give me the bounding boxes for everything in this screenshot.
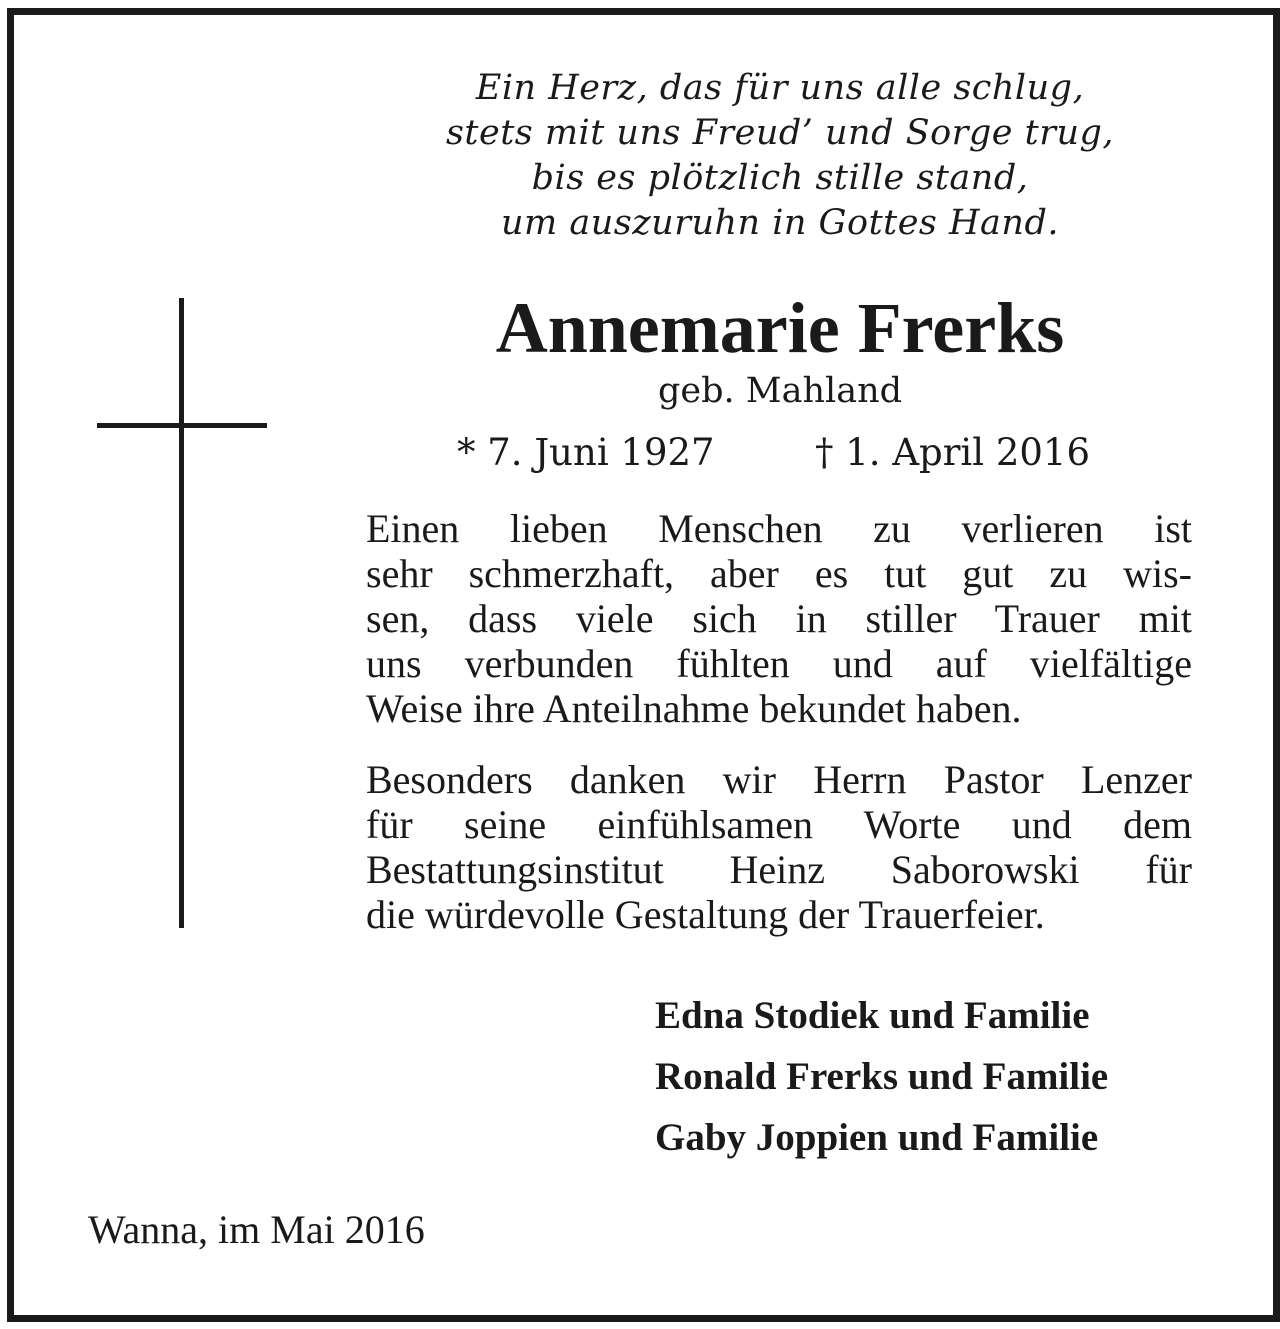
paragraph-line: sen, dass viele sich in stiller Trauer mit [366, 596, 1192, 641]
paragraph-line: Besonders danken wir Herrn Pastor Lenzer [366, 757, 1192, 802]
signer-name: Edna Stodiek und Familie [655, 994, 1090, 1037]
memorial-verse [410, 66, 1150, 246]
special-thanks-paragraph [366, 757, 1192, 937]
death-date: † 1. April 2016 [815, 431, 1091, 474]
life-dates [0, 428, 1280, 478]
birth-date: * 7. Juni 1927 [457, 431, 715, 474]
paragraph-line: Bestattungsinstitut Heinz Saborowski für [366, 847, 1192, 892]
paragraph-line: uns verbunden fühlten und auf vielfältige [366, 641, 1192, 686]
verse-line: Ein Herz, das für uns alle schlug, [475, 68, 1085, 108]
paragraph-line: für seine einfühlsamen Worte und dem [366, 802, 1192, 847]
verse-line: stets mit uns Freud’ und Sorge trug, [445, 113, 1115, 153]
signer-name: Gaby Joppien und Familie [655, 1116, 1099, 1159]
verse-line: um auszuruhn in Gottes Hand. [501, 203, 1059, 243]
signers-list [655, 985, 1215, 1168]
paragraph-line: sehr schmerzhaft, aber es tut gut zu wis- [366, 551, 1192, 596]
cross-vertical-bar [179, 298, 184, 928]
deceased-name: Annemarie Frerks [495, 288, 1065, 368]
thanks-paragraph [366, 506, 1192, 731]
signer-name: Ronald Frerks und Familie [655, 1055, 1109, 1098]
paragraph-line: Einen lieben Menschen zu verlieren ist [366, 506, 1192, 551]
place-and-date: Wanna, im Mai 2016 [88, 1207, 425, 1252]
paragraph-line: die würdevolle Gestaltung der Trauerfeier. [366, 892, 1045, 937]
maiden-name: geb. Mahland [657, 371, 903, 411]
paragraph-line: Weise ihre Anteilnahme bekundet haben. [366, 686, 1022, 731]
verse-line: bis es plötzlich stille stand, [531, 158, 1029, 198]
cross-icon [97, 298, 267, 928]
